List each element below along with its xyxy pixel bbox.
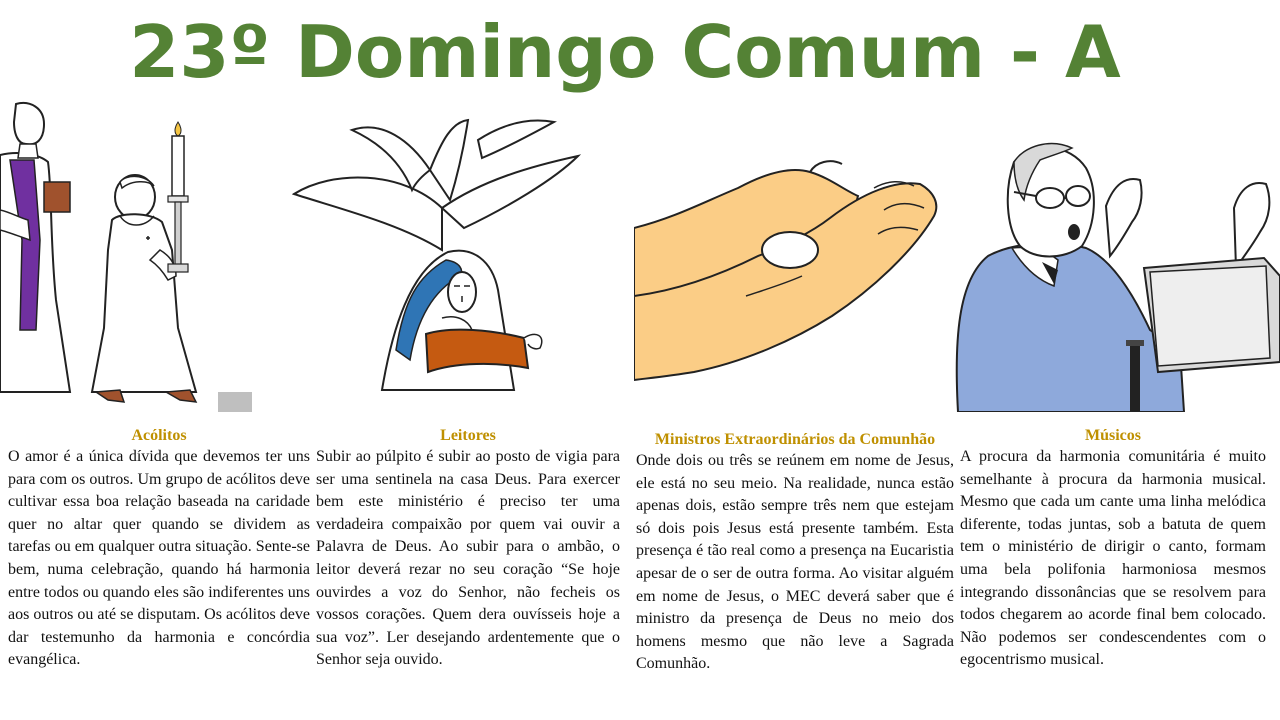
section-musicos [960,426,1266,672]
section-heading: Ministros Extraordinários da Comunhão [654,431,936,448]
section-text: Onde dois ou três se reúnem em nome de Jesus, ele está no seu meio. Na realidade, nunca estão apenas dois, estão sempre três nem que estejam só dois pois Jesus está presente também. Esta presença é tão real como a presença na Eucaristia apesar de o ser de outra forma. Ao visitar alguém em nome de Jesus, o MEC deverá saber que é ministro da presença de Deus no meio dos homens mesmo que não leve a Sagrada Comunhão. [636,452,954,673]
section-text: Subir ao púlpito é subir ao posto de vigia para ser uma sentinela na casa Deus. Para exercer bem este ministério é preciso ter uma verdadeira compaixão por quem vai ouvir a Palavra de Deus. Ao subir para o ambão, o leitor deverá rezar no seu coração “Se hoje ouvirdes a voz do Senhor, não fecheis os vossos corações. Quem dera ouvísseis hoje a sua voz”. Ler desejando ardentemente que o Senhor seja ouvido. [316,448,620,669]
section-heading: Leitores [440,427,496,444]
reader-dove-illustration [292,100,582,412]
conductor-illustration [954,100,1280,412]
section-heading: Músicos [1085,427,1141,444]
section-text: A procura da harmonia comunitária é muito semelhante à procura da harmonia musical. Mesmo que cada um cante uma linha melódica diferente, todas juntas, sob a batuta de quem tem o ministério de dirigir o canto, formam uma bela polifonia harmoniosa mesmos integrando dissonâncias que se resolvem para todos chegarem ao acorde final bem colocado. Não podemos ser condescendentes com o egocentrismo musical. [960,448,1266,669]
section-ministros [636,430,954,676]
page-title: 23º Domingo Comum - A [129,10,1121,94]
section-leitores [316,426,620,672]
acolytes-illustration [0,100,252,412]
section-text: O amor é a única dívida que devemos ter uns para com os outros. Um grupo de acólitos deve cultivar essa boa relação baseada na caridade quer no altar quer quando se dividem as tarefas ou em qualquer outra situação. Sente-se bem, numa celebração, quando há harmonia entre todos ou quando eles são indiferentes uns aos outros ou até se disputam. Os acólitos deve dar testemunho da harmonia e concórdia evangélica. [8,448,310,669]
hands-host-illustration [634,100,940,412]
section-acolitos [8,426,310,672]
section-heading: Acólitos [131,427,187,444]
